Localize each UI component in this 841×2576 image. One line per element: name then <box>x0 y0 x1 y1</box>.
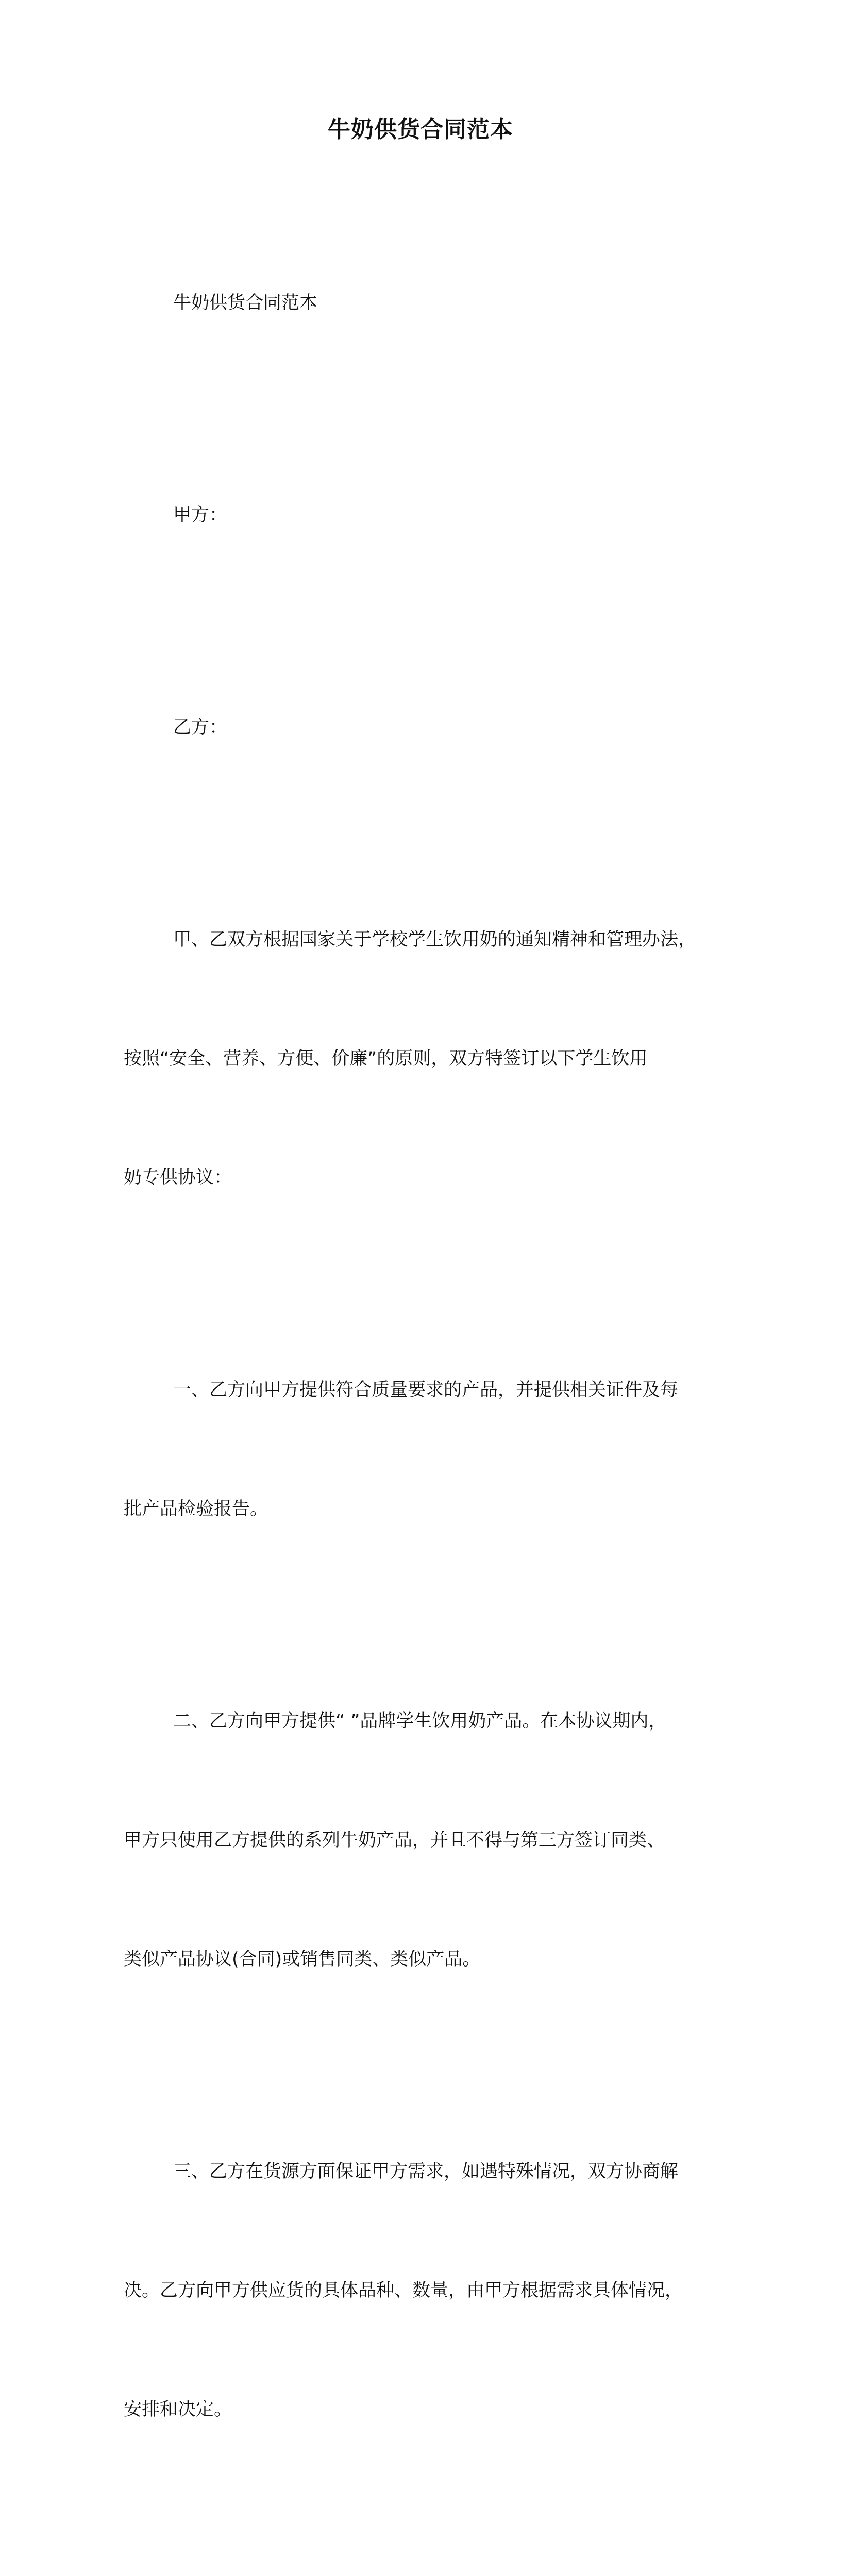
text-line: 决。乙方向甲方供应货的具体品种、数量，由甲方根据需求具体情况， <box>124 2280 683 2301</box>
paragraph-clause-2 <box>124 1622 727 2059</box>
text-line: 乙方： <box>173 717 228 738</box>
paragraph-preamble <box>124 841 727 1277</box>
paragraph-subtitle <box>124 204 727 402</box>
text-line: 甲方： <box>173 505 228 526</box>
paragraph-clause-3 <box>124 2073 727 2509</box>
text-line: 甲、乙双方根据国家关于学校学生饮用奶的通知精神和管理办法， <box>173 929 697 950</box>
text-line: 类似产品协议(合同)或销售同类、类似产品。 <box>124 1949 481 1970</box>
text-line: 牛奶供货合同范本 <box>173 293 318 313</box>
paragraph-clause-1 <box>124 1291 727 1608</box>
document-title: 牛奶供货合同范本 <box>328 116 513 143</box>
text-line: 批产品检验报告。 <box>124 1499 268 1519</box>
paragraph-clause-4 <box>124 2523 727 2576</box>
text-line: 安排和决定。 <box>124 2399 232 2420</box>
text-line: 奶专供协议： <box>124 1167 232 1188</box>
text-line: 按照“安全、营养、方便、价廉”的原则，双方特签订以下学生饮用 <box>124 1048 648 1069</box>
paragraph-party-a <box>124 416 727 615</box>
text-line: 甲方只使用乙方提供的系列牛奶产品，并且不得与第三方签订同类、 <box>124 1830 665 1851</box>
document-body <box>124 204 727 2576</box>
text-line: 二、乙方向甲方提供“ ”品牌学生饮用奶产品。在本协议期内， <box>173 1711 667 1732</box>
text-line: 一、乙方向甲方提供符合质量要求的产品，并提供相关证件及每 <box>173 1380 679 1400</box>
paragraph-party-b <box>124 629 727 827</box>
text-line: 三、乙方在货源方面保证甲方需求，如遇特殊情况，双方协商解 <box>173 2161 679 2182</box>
